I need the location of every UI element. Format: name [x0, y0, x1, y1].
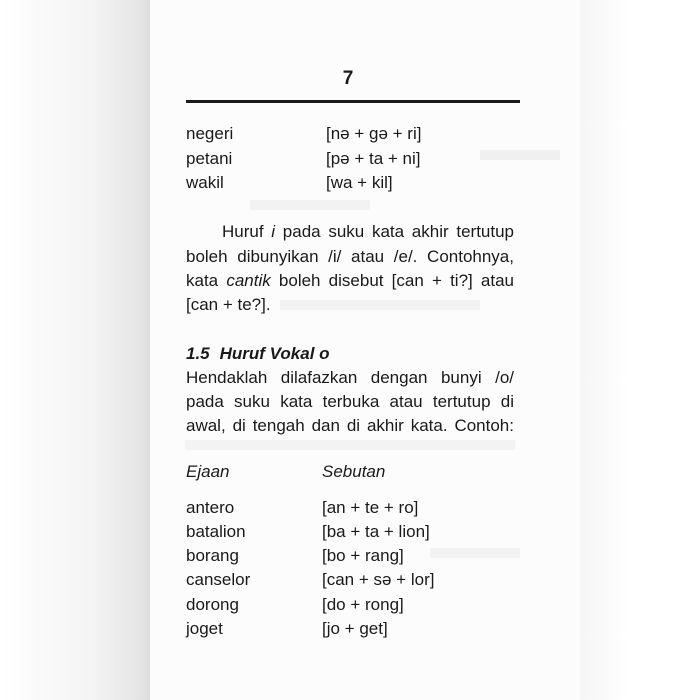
table-pronunciation: [ba + ta + lion]: [322, 522, 430, 541]
table-pronunciation: [an + te + ro]: [322, 498, 419, 517]
section-paragraph-line: awal, di tengah dan di akhir kata. Contoh:: [186, 416, 514, 435]
example-word: negeri: [186, 124, 234, 143]
table-word: joget: [186, 619, 223, 638]
column-header-ejaan: Ejaan: [186, 462, 230, 481]
bleed-through-1: [480, 150, 560, 160]
page-shadow-right: [580, 0, 700, 700]
section-paragraph-line: Hendaklah dilafazkan dengan bunyi /o/: [186, 368, 514, 387]
table-pronunciation: [can + sə + lor]: [322, 570, 435, 589]
page-number: 7: [342, 68, 354, 89]
example-word: wakil: [186, 173, 224, 192]
example-pronunciation: [nə + gə + ri]: [326, 124, 422, 143]
column-header-sebutan: Sebutan: [322, 462, 386, 481]
section-paragraph-line: pada suku kata terbuka atau tertutup di: [186, 392, 514, 411]
table-word: borang: [186, 546, 239, 565]
page-shadow-left: [0, 0, 150, 700]
table-pronunciation: [bo + rang]: [322, 546, 404, 565]
paragraph-line: [can + te?].: [186, 295, 271, 314]
bleed-through-2: [250, 200, 370, 210]
paragraph-line: [186, 269, 514, 294]
example-pronunciation: [wa + kil]: [326, 173, 393, 192]
example-word: petani: [186, 149, 233, 168]
section-title: Huruf Vokal o: [219, 344, 330, 363]
text-run: pada suku kata akhir tertutup: [275, 222, 514, 241]
header-rule: [186, 100, 520, 103]
text-run: kata: [186, 271, 227, 290]
paragraph-line: boleh dibunyikan /i/ atau /e/. Contohnya,: [186, 247, 514, 266]
emphasis-word: cantik: [226, 271, 271, 290]
bleed-through-4: [185, 440, 515, 450]
text-run: boleh disebut [can + ti?] atau: [270, 271, 515, 290]
table-word: canselor: [186, 570, 251, 589]
bleed-through-5: [430, 548, 520, 558]
section-heading: [186, 344, 330, 364]
emphasis-letter: i: [271, 222, 276, 241]
table-pronunciation: [jo + get]: [322, 619, 388, 638]
table-pronunciation: [do + rong]: [322, 595, 404, 614]
text-run: Huruf: [222, 222, 272, 241]
table-word: antero: [186, 498, 235, 517]
paragraph-line: [222, 220, 514, 245]
example-pronunciation: [pə + ta + ni]: [326, 149, 421, 168]
table-word: batalion: [186, 522, 246, 541]
table-word: dorong: [186, 595, 239, 614]
section-number: 1.5: [186, 344, 210, 363]
